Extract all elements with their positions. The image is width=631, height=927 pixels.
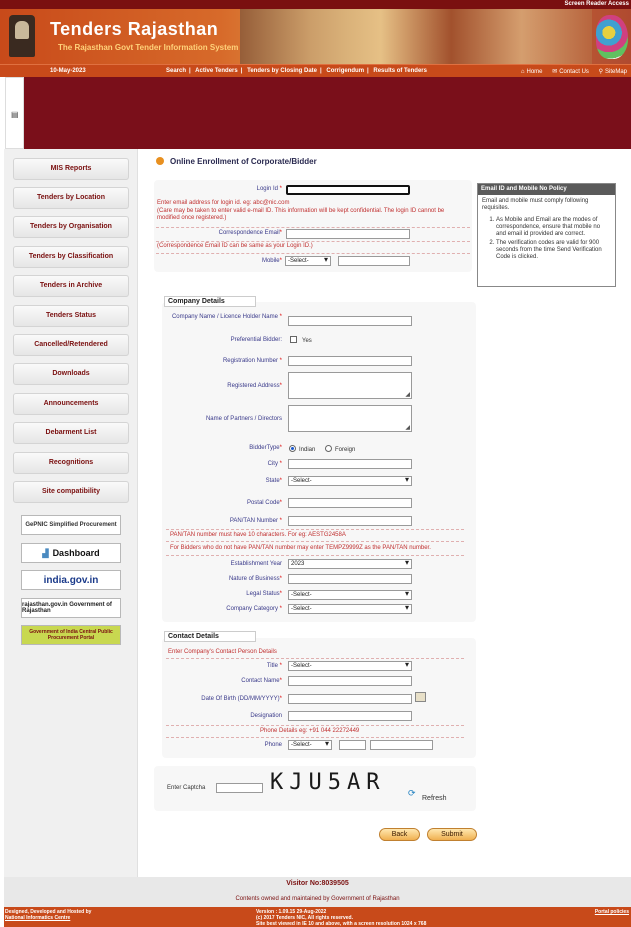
site-banner [0,9,631,64]
page-title: Online Enrollment of Corporate/Bidder [170,157,317,166]
heading-bullet-icon [156,157,164,165]
contact-note: Enter Company's Contact Person Details [168,649,277,655]
nature-of-business-label: Nature of Business* [228,576,282,582]
sidebar-item-tenders-in-archive[interactable]: Tenders in Archive [13,275,129,297]
mobile-label: Mobile* [261,258,282,264]
bidder-indian-label: Indian [299,447,316,453]
sidebar-item-recognitions[interactable]: Recognitions [13,452,129,474]
site-subtitle: The Rajasthan Govt Tender Information System [58,43,239,52]
bidder-foreign-radio[interactable] [325,445,332,452]
company-category-select[interactable]: -Select- ▾ [288,604,412,614]
banner-heritage-image [240,9,592,64]
portal-policies-link[interactable]: Portal policies [594,909,629,915]
legal-status-select[interactable]: -Select- ▾ [288,590,412,600]
preferential-bidder-checkbox[interactable] [290,336,297,343]
designation-input[interactable] [288,711,412,721]
dashboard-logo[interactable]: ▟ Dashboard [21,543,121,563]
india-gov-logo[interactable]: india.gov.in [21,570,121,590]
registered-address-label: Registered Address* [227,383,282,389]
nav-search[interactable]: Search [166,68,187,74]
phone-number-input[interactable] [370,740,433,750]
state-select[interactable]: -Select- ▾ [288,476,412,486]
company-category-label: Company Category * [226,606,282,612]
company-name-label: Company Name / Licence Holder Name * [171,314,282,320]
legal-status-label: Legal Status* [246,591,282,597]
mobile-number-input[interactable] [338,256,410,266]
designation-label: Designation [250,713,282,719]
divider [156,253,470,254]
pan-note-2: For Bidders who do not have PAN/TAN number may enter TEMPZ9999Z as the PAN/TAN number. [170,545,431,551]
phone-std-input[interactable] [339,740,366,750]
title-label: Title * [266,663,282,669]
maroon-banner-area [24,77,631,149]
sidebar-item-site-compatibility[interactable]: Site compatibility [13,481,129,503]
phone-label: Phone [264,742,282,748]
pan-note-1: PAN/TAN number must have 10 characters. For eg: AESTG2458A [170,532,346,538]
home-icon[interactable]: ⌂ [520,69,525,75]
postal-code-input[interactable] [288,498,412,508]
nav-results[interactable]: Results of Tenders [373,68,427,74]
divider [166,541,464,542]
nav-home[interactable]: Home [526,69,543,75]
login-note-1: Enter email address for login id. eg: abc@nic.com [157,200,290,206]
rajasthan-map-icon [596,15,628,59]
sidebar-item-debarment-list[interactable]: Debarment List [13,422,129,444]
sidebar-item-mis-reports[interactable]: MIS Reports [13,158,129,180]
establishment-year-label: Establishment Year [230,561,282,567]
mobile-country-select[interactable]: -Select- ▾ [285,256,331,266]
site-title: Tenders Rajasthan [50,19,219,39]
phone-note: Phone Details eg: +91 044 22272449 [260,728,360,734]
partners-textarea[interactable] [288,405,412,432]
top-strip [0,0,631,9]
gepnic-logo[interactable]: GePNIC Simplified Procurement [21,515,121,535]
nav-closing-date[interactable]: Tenders by Closing Date [247,68,317,74]
sitemap-icon[interactable]: ⚲ [598,69,603,75]
captcha-label: Enter Captcha [167,785,206,791]
sidebar-item-tenders-status[interactable]: Tenders Status [13,305,129,327]
preferential-yes-label: Yes [302,338,312,344]
footer-version: Version : 1.09.15 29-Aug-2022 (c) 2017 Tenders NIC, All rights reserved. Site best viewed in IE 10 and above, with a screen resolution 1024 x 768 [256,909,427,927]
national-emblem-icon [9,15,35,57]
calendar-icon[interactable] [415,692,426,702]
screen-reader-link[interactable]: Screen Reader Access [564,1,629,7]
captcha-input[interactable] [216,783,263,793]
corr-email-input[interactable] [286,229,410,239]
footer-credits: Designed, Developed and Hosted by National Informatics Centre [5,909,92,921]
nav-links: Search | Active Tenders | Tenders by Closing Date | Corrigendum | Results of Tenders [166,68,427,74]
contact-name-label: Contact Name* [241,678,282,684]
company-details-title: Company Details [164,296,256,307]
policy-rule-1: 1. As Mobile and Email are the modes of correspondence, ensure that mobile no and email id provided are correct. [496,217,611,238]
bidder-indian-radio[interactable] [289,445,296,452]
divider [166,658,464,659]
title-select[interactable]: -Select- ▾ [288,661,412,671]
refresh-icon[interactable]: ⟳ [408,788,416,798]
pan-number-input[interactable] [288,516,412,526]
submit-button[interactable]: Submit [427,828,477,841]
registration-number-input[interactable] [288,356,412,366]
city-input[interactable] [288,459,412,469]
policy-title: Email ID and Mobile No Policy [478,184,615,195]
back-button[interactable]: Back [379,828,420,841]
divider [166,725,464,726]
sidebar-item-tenders-by-organisation[interactable]: Tenders by Organisation [13,216,129,238]
dob-input[interactable] [288,694,412,704]
nav-corrigendum[interactable]: Corrigendum [326,68,365,74]
preferential-bidder-label: Preferential Bidder: [230,337,282,343]
contact-icon[interactable]: ✉ [552,69,558,75]
dashboard-icon: ▟ [42,548,49,558]
nic-link[interactable]: National Informatics Centre [5,915,71,921]
establishment-year-select[interactable]: 2023 ▾ [288,559,412,569]
cppp-logo[interactable]: Government of India Central Public Procurement Portal [21,625,121,645]
login-id-input[interactable] [286,185,410,195]
nav-active-tenders[interactable]: Active Tenders [195,68,238,74]
city-label: City * [267,461,282,467]
bidder-foreign-label: Foreign [335,447,356,453]
state-label: State* [265,478,282,484]
login-id-label: Login Id * [256,186,282,192]
company-name-input[interactable] [288,316,412,326]
dob-label: Date Of Birth (DD/MM/YYYY)* [201,696,282,702]
email-mobile-policy-box [477,183,616,287]
divider [166,555,464,556]
sidebar-item-announcements[interactable]: Announcements [13,393,129,415]
registered-address-textarea[interactable] [288,372,412,399]
main-navbar [0,64,631,77]
current-date: 10-May-2023 [50,68,86,74]
bidder-type-label: BidderType* [249,445,282,451]
captcha-image: KJU5AR [270,770,386,795]
document-icon[interactable]: ▤ [11,110,19,119]
policy-intro: Email and mobile must comply following requisites. [482,198,589,211]
corr-email-label: Correspondence Email* [218,230,282,236]
nav-right-links [513,68,627,75]
divider [156,241,470,242]
partners-label: Name of Partners / Directors [205,416,282,422]
divider [156,227,470,228]
policy-rule-2: 2. The verification codes are valid for 900 seconds from the time Send Verification Code is clicked. [496,240,611,261]
rajasthan-gov-logo[interactable]: rajasthan.gov.in Government of Rajasthan [21,598,121,618]
sidebar-item-tenders-by-location[interactable]: Tenders by Location [13,187,129,209]
corr-email-note: (Correspondence Email ID can be same as your Login ID.) [157,243,313,249]
login-note-2: (Care may be taken to enter valid e-mail ID. This information will be kept confidential. The login ID cannot be modified once registered.) [157,208,445,221]
visitor-count: Visitor No:8039505 [286,880,349,887]
nav-sitemap[interactable]: SiteMap [604,69,627,75]
refresh-link[interactable]: Refresh [422,795,447,802]
postal-code-label: Postal Code* [246,500,282,506]
footer-info [4,877,631,907]
pan-number-label: PAN/TAN Number * [229,518,282,524]
nav-contact[interactable]: Contact Us [559,69,589,75]
sidebar-item-tenders-by-classification[interactable]: Tenders by Classification [13,246,129,268]
contact-details-title: Contact Details [164,631,256,642]
footer-bar [4,907,631,927]
content-owner: Contents owned and maintained by Government of Rajasthan [235,896,400,902]
registration-number-label: Registration Number * [222,358,282,364]
nature-of-business-input[interactable] [288,574,412,584]
divider [166,529,464,530]
sidebar-item-cancelled-retendered[interactable]: Cancelled/Retendered [13,334,129,356]
divider [166,737,464,738]
sidebar-item-downloads[interactable]: Downloads [13,363,129,385]
contact-name-input[interactable] [288,676,412,686]
phone-country-select[interactable]: -Select- ▾ [288,740,332,750]
